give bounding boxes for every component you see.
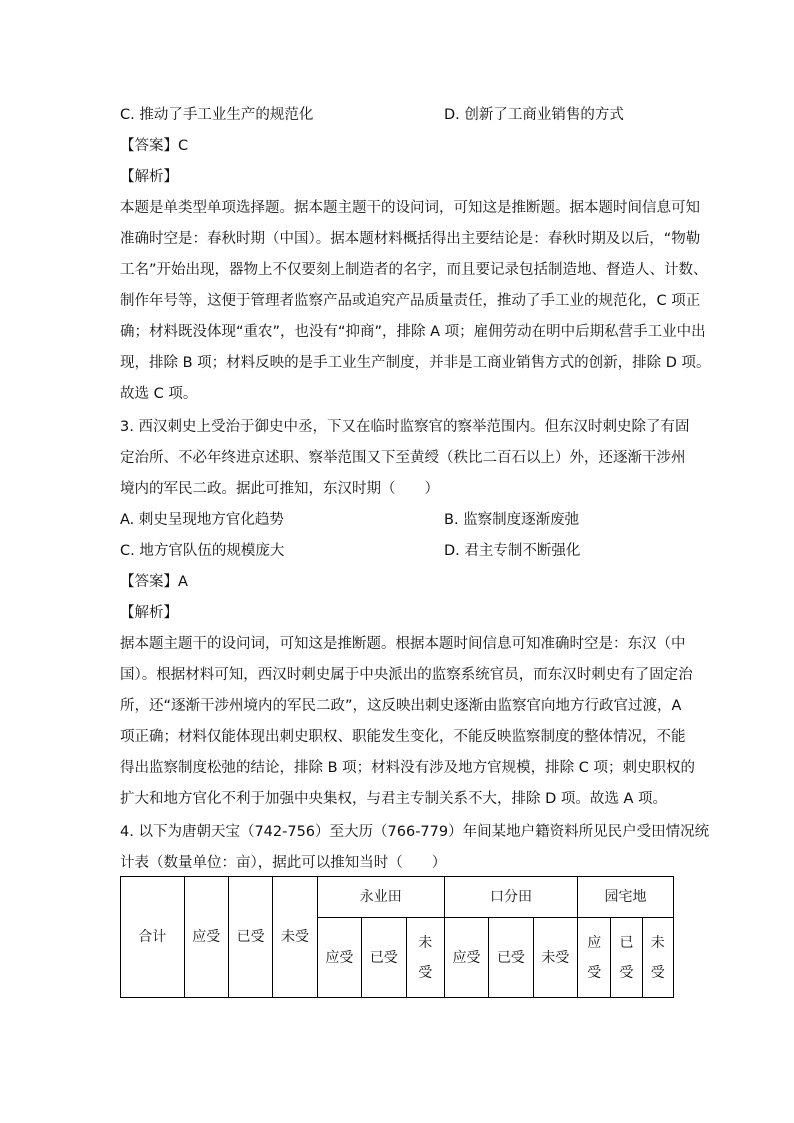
analysis-text: 工名”开始出现，器物上不仅要刻上制造者的名字，而且要记录包括制造地、督造人、计数、 bbox=[120, 262, 708, 278]
sub-header: 已受 bbox=[362, 918, 406, 998]
analysis-text: 据本题主题干的设问词，可知这是推断题。根据本题时间信息可知准确时空是：东汉（中 bbox=[120, 636, 686, 652]
analysis-text: 现，排除 B 项；材料反映的是手工业生产制度，并非是工商业销售方式的创新，排除 D 项。 bbox=[120, 355, 711, 371]
question-3-text: 境内的军民二政。据此可推知，东汉时期（ ） bbox=[120, 481, 439, 497]
sub-header: 未 受 bbox=[406, 918, 444, 998]
analysis-text: 所，还“逐渐干涉州境内的军民二政”，这反映出刺史逐渐由监察官向地方行政官过渡，A bbox=[120, 698, 682, 714]
question-3-text: 3. 西汉刺史上受治于御史中丞，下又在临时监察官的察举范围内。但东汉时刺史除了有固 bbox=[120, 419, 690, 435]
analysis-label-q3: 【解析】 bbox=[120, 605, 178, 621]
sub-header: 应 受 bbox=[578, 918, 611, 998]
sub-header: 未受 bbox=[533, 918, 577, 998]
header-total: 合计 bbox=[121, 877, 185, 998]
question-4-text: 计表（数量单位：亩），据此可以推知当时（ ） bbox=[120, 855, 447, 871]
header-yuanzhai: 园宅地 bbox=[578, 877, 674, 918]
analysis-text: 准确时空是：春秋时期（中国）。据本题材料概括得出主要结论是：春秋时期及以后，“物勒 bbox=[120, 231, 701, 247]
header-received: 已受 bbox=[228, 877, 272, 998]
analysis-label-q2: 【解析】 bbox=[120, 169, 178, 185]
sub-header: 应受 bbox=[444, 918, 488, 998]
option-c-q2: C. 推动了手工业生产的规范化 bbox=[120, 107, 314, 123]
analysis-text: 扩大和地方官化不利于加强中央集权，与君主专制关系不大，排除 D 项。故选 A 项。 bbox=[120, 791, 668, 807]
answer-label-q2: 【答案】C bbox=[120, 138, 189, 154]
land-allocation-table bbox=[120, 876, 674, 998]
analysis-text: 确；材料既没体现“重农”，也没有“抑商”，排除 A 项；雇佣劳动在明中后期私营手工业中出 bbox=[120, 324, 706, 340]
analysis-text: 国）。根据材料可知，西汉时刺史属于中央派出的监察系统官员，而东汉时刺史有了固定治 bbox=[120, 667, 693, 683]
sub-header: 应受 bbox=[317, 918, 361, 998]
option-d-q3: D. 君主专制不断强化 bbox=[444, 543, 581, 559]
analysis-text: 得出监察制度松弛的结论，排除 B 项；材料没有涉及地方官规模，排除 C 项；刺史职权的 bbox=[120, 760, 696, 776]
header-should: 应受 bbox=[184, 877, 228, 998]
analysis-text: 项正确；材料仅能体现出刺史职权、职能发生变化，不能反映监察制度的整体情况，不能 bbox=[120, 729, 686, 745]
analysis-text: 故选 C 项。 bbox=[120, 386, 198, 402]
header-yongye: 永业田 bbox=[317, 877, 444, 918]
sub-header: 已受 bbox=[489, 918, 533, 998]
option-c-q3: C. 地方官队伍的规模庞大 bbox=[120, 543, 285, 559]
sub-header: 已 受 bbox=[611, 918, 642, 998]
option-b-q3: B. 监察制度逐渐废弛 bbox=[444, 512, 580, 528]
question-3-text: 定治所、不必年终进京述职、察举范围又下至黄绶（秩比二百石以上）外，还逐渐干涉州 bbox=[120, 450, 686, 466]
header-not-received: 未受 bbox=[273, 877, 317, 998]
header-koufen: 口分田 bbox=[444, 877, 577, 918]
sub-header: 未 受 bbox=[642, 918, 673, 998]
analysis-text: 本题是单类型单项选择题。据本题主题干的设问词，可知这是推断题。据本题时间信息可知 bbox=[120, 200, 700, 216]
option-a-q3: A. 刺史呈现地方官化趋势 bbox=[120, 512, 284, 528]
answer-label-q3: 【答案】A bbox=[120, 574, 188, 590]
option-d-q2: D. 创新了工商业销售的方式 bbox=[444, 107, 624, 123]
analysis-text: 制作年号等，这便于管理者监察产品或追究产品质量责任，推动了手工业的规范化，C 项正 bbox=[120, 293, 701, 309]
question-4-text: 4. 以下为唐朝天宝（742-756）至大历（766-779）年间某地户籍资料所见民户受田情况统 bbox=[120, 824, 710, 840]
